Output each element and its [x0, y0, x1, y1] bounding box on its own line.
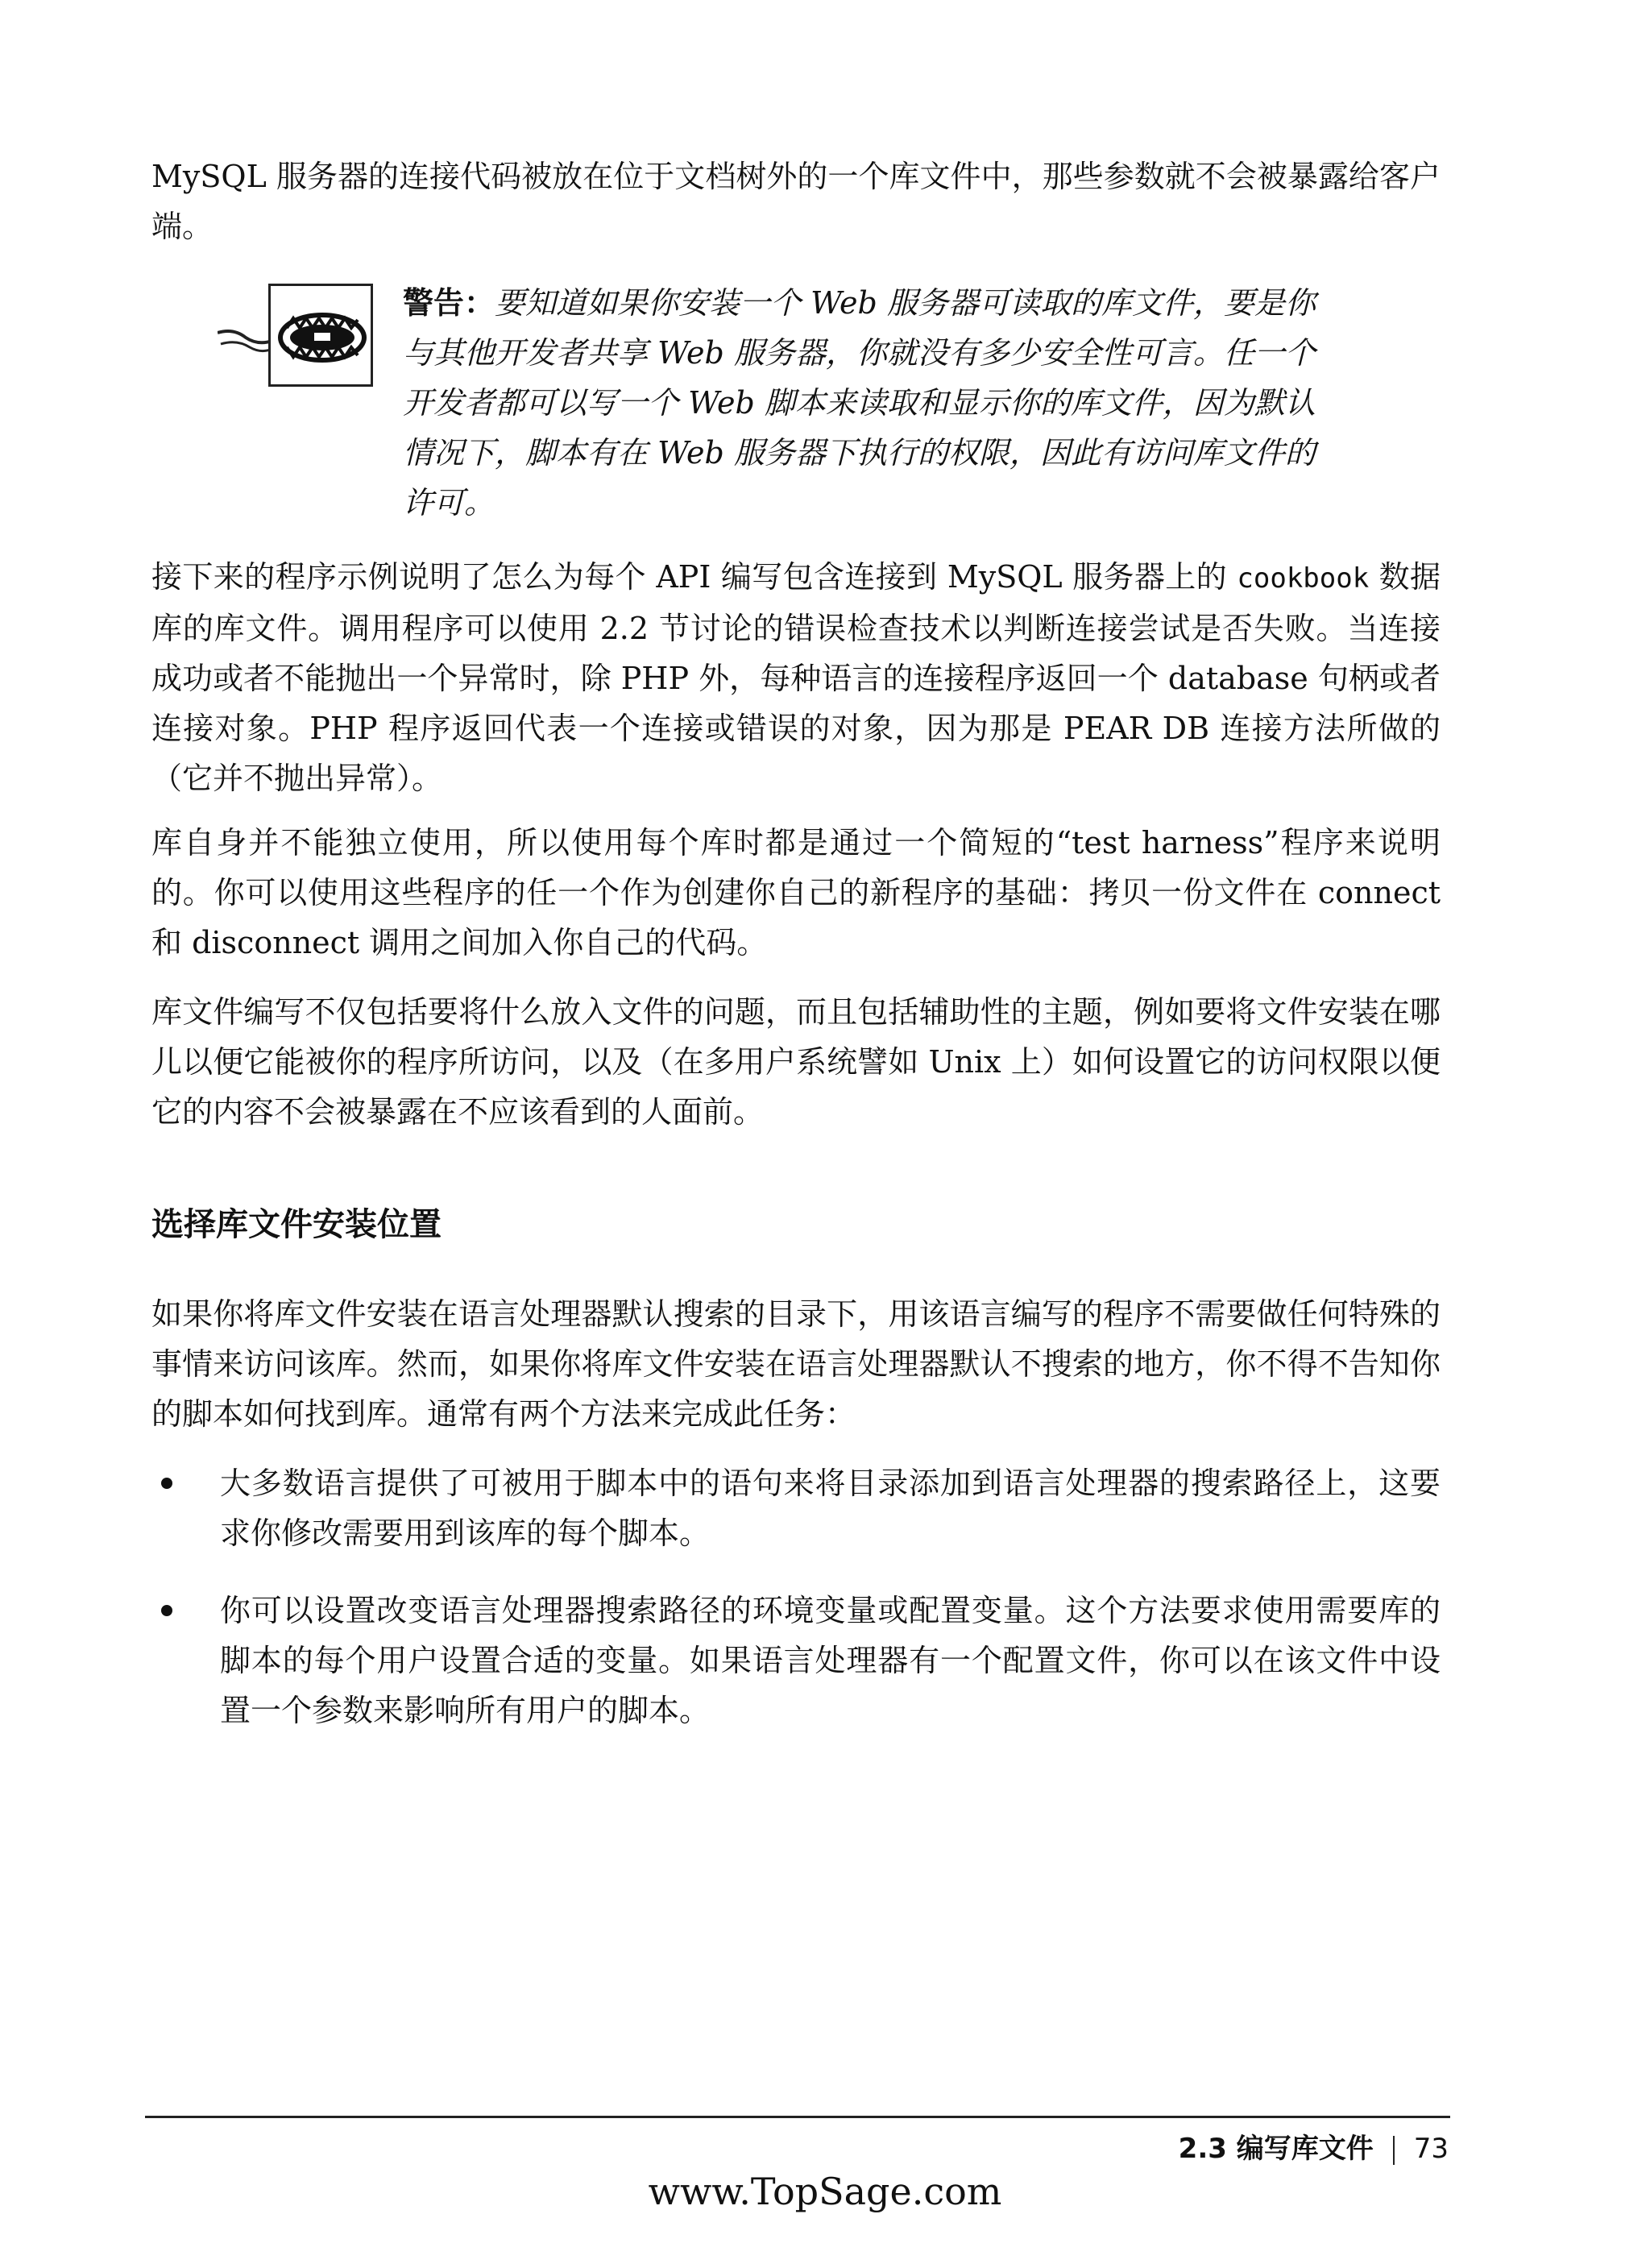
- paragraph-5: 如果你将库文件安装在语言处理器默认搜索的目录下，用该语言编写的程序不需要做任何特殊的事情来访问该库。然而，如果你将库文件安装在语言处理器默认不搜索的地方，你不得不告知你的脚本如何找到库。通常有两个方法来完成此任务：: [151, 1296, 1441, 1432]
- list-item: [151, 1586, 1441, 1735]
- paragraph-2-part2: 数据库的库文件。调用程序可以使用 2.2 节讨论的错误检查技术以判断连接尝试是否失败。当连接成功或者不能抛出一个异常时，除 PHP 外，每种语言的连接程序返回一个 database 句柄或者连接对象。PHP 程序返回代表一个连接或错误的对象，因为那是 PEAR DB 连接方法所做的（它并不抛出异常）。: [151, 559, 1441, 796]
- paragraph-3: 库自身并不能独立使用，所以使用每个库时都是通过一个简短的“test harness”程序来说明的。你可以使用这些程序的任一个作为创建你自己的新程序的基础：拷贝一份文件在 connect 和 disconnect 调用之间加入你自己的代码。: [151, 825, 1441, 960]
- warning-body: 要知道如果你安装一个 Web 服务器可读取的库文件，要是你与其他开发者共享 Web 服务器，你就没有多少安全性可言。任一个开发者都可以写一个 Web 脚本来读取和显示你的库文件，因为默认情况下，脚本有在 Web 服务器下执行的权限，因此有访问库文件的许可。: [403, 285, 1316, 520]
- paragraph-2: [151, 552, 1441, 803]
- intro-paragraph: MySQL 服务器的连接代码被放在位于文档树外的一个库文件中，那些参数就不会被暴露给客户端。: [151, 159, 1441, 244]
- warning-callout: [403, 278, 1329, 528]
- paragraph-4: 库文件编写不仅包括要将什么放入文件的问题，而且包括辅助性的主题，例如要将文件安装在哪儿以便它能被你的程序所访问，以及（在多用户系统譬如 Unix 上）如何设置它的访问权限以便它的内容不会被暴露在不应该看到的人面前。: [151, 994, 1441, 1130]
- list-item: [151, 1458, 1441, 1558]
- warning-tail-icon: [218, 326, 274, 359]
- footer-separator: [1393, 2136, 1395, 2165]
- warning-trap-icon: [268, 284, 373, 387]
- section-heading: 选择库文件安装位置: [151, 1206, 442, 1243]
- running-footer: [1179, 2129, 1449, 2169]
- footer-url: www.TopSage.com: [648, 2170, 1002, 2213]
- bullet-icon: [161, 1478, 172, 1489]
- bullet-icon: [161, 1605, 172, 1616]
- warning-label: 警告：: [403, 285, 495, 321]
- footer-section-title: 2.3 编写库文件: [1178, 2133, 1374, 2165]
- list-item-text: 你可以设置改变语言处理器搜索路径的环境变量或配置变量。这个方法要求使用需要库的脚本的每个用户设置合适的变量。如果语言处理器有一个配置文件，你可以在该文件中设置一个参数来影响所有用户的脚本。: [220, 1593, 1441, 1728]
- list-item-text: 大多数语言提供了可被用于脚本中的语句来将目录添加到语言处理器的搜索路径上，这要求你修改需要用到该库的每个脚本。: [220, 1466, 1441, 1551]
- bullet-list: [151, 1458, 1441, 1763]
- footer-divider: [145, 2116, 1450, 2118]
- paragraph-2-part1: 接下来的程序示例说明了怎么为每个 API 编写包含连接到 MySQL 服务器上的: [151, 559, 1238, 595]
- inline-code: cookbook: [1237, 562, 1370, 595]
- page-number: 73: [1413, 2133, 1449, 2165]
